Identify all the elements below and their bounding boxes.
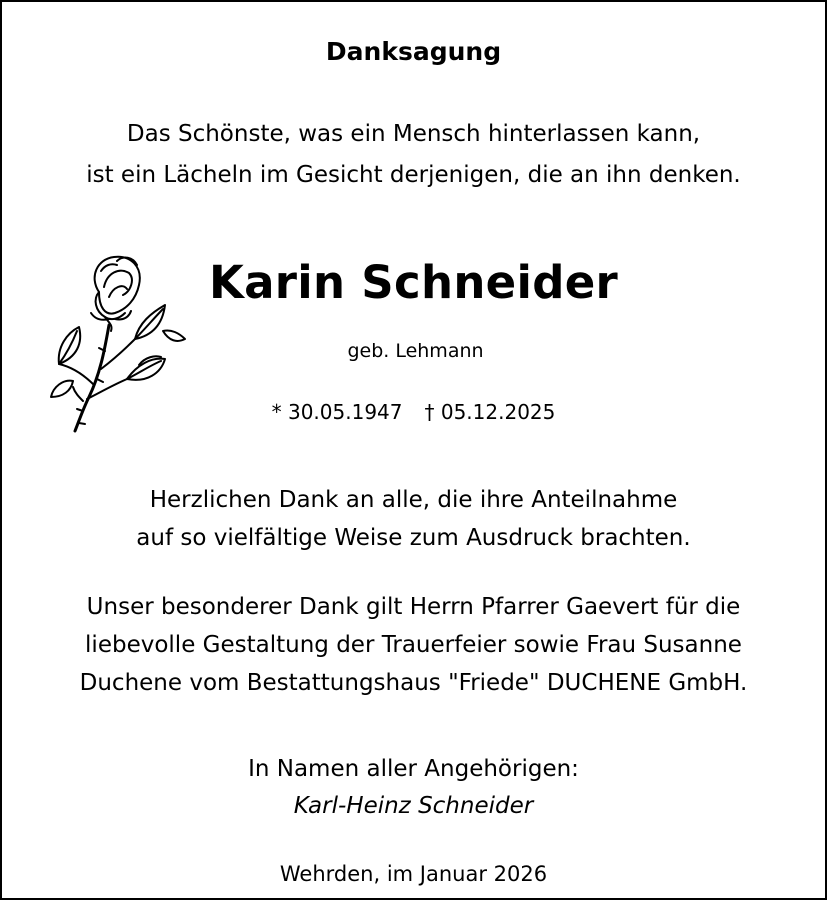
birth-date: * 30.05.1947: [271, 400, 403, 424]
thanks-line-1: Herzlichen Dank an alle, die ihre Anteilnahme: [149, 487, 678, 513]
signature-name: Karl-Heinz Schneider: [293, 793, 534, 819]
special-thanks-line-1: Unser besonderer Dank gilt Herrn Pfarrer Gaevert für die: [86, 594, 741, 620]
special-thanks-line-2: liebevolle Gestaltung der Trauerfeier sowie Frau Susanne: [85, 632, 742, 658]
place-date: Wehrden, im Januar 2026: [279, 862, 548, 886]
signature-intro: In Namen aller Angehörigen:: [248, 756, 579, 782]
death-date: † 05.12.2025: [424, 400, 556, 424]
quote-line-2: ist ein Lächeln im Gesicht derjenigen, die an ihn denken.: [86, 162, 741, 188]
thanks-line-2: auf so vielfältige Weise zum Ausdruck brachten.: [136, 525, 691, 551]
deceased-name: Karin Schneider: [208, 256, 619, 309]
special-thanks-line-3: Duchene vom Bestattungshaus "Friede" DUCHENE GmbH.: [79, 670, 748, 696]
birth-name: geb. Lehmann: [347, 340, 484, 362]
quote-line-1: Das Schönste, was ein Mensch hinterlassen kann,: [126, 121, 701, 147]
life-dates: [2, 402, 825, 422]
notice-heading: Danksagung: [325, 37, 502, 66]
